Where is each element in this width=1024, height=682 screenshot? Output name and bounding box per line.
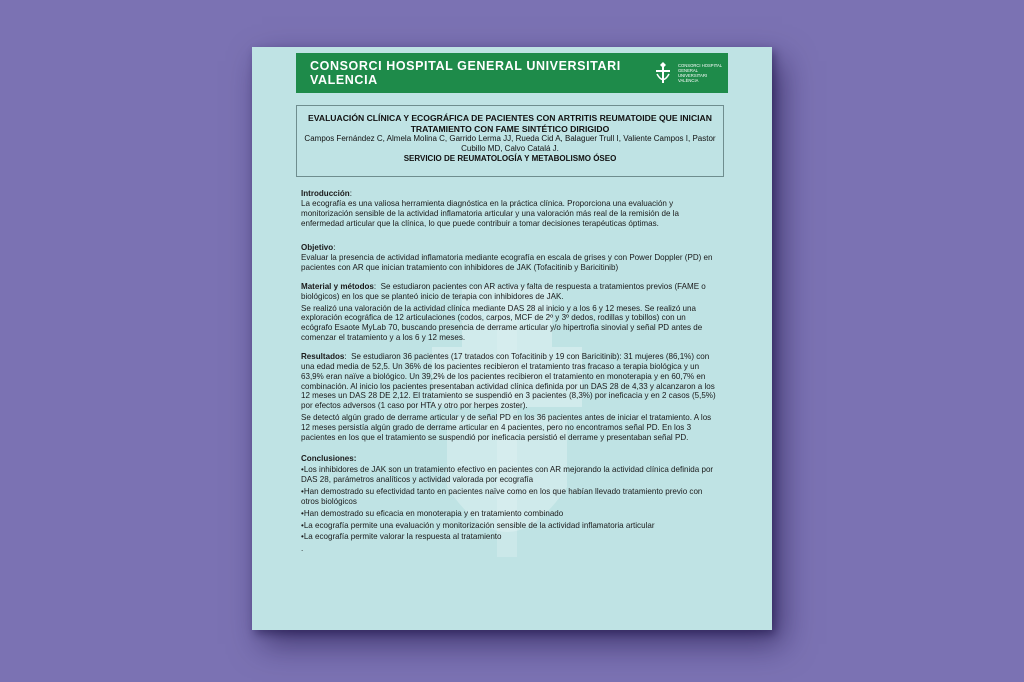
methods-heading: Material y métodos — [301, 281, 374, 291]
trailing-dot: . — [301, 544, 304, 554]
conclusion-item: •Han demostrado su eficacia en monoterapia y en tratamiento combinado — [301, 508, 564, 518]
conclusion-item: •La ecografía permite una evaluación y monitorización sensible de la actividad inflamatoria articular — [301, 520, 655, 530]
institution-name: CONSORCI HOSPITAL GENERAL UNIVERSITARI VALENCIA — [310, 59, 621, 87]
department: SERVICIO DE REUMATOLOGÍA Y METABOLISMO ÓSEO — [403, 154, 617, 163]
header-bar — [296, 53, 728, 93]
section-methods: Material y métodos: Se estudiaron pacientes con AR activa y falta de respuesta a tratamientos previos (FAME o biológicos) en los que se planteó inicio de terapia con inhibidores de JAK. Se realizó una valoración de la actividad clínica mediante DAS 28 al inicio y a los 6 y 12 meses. Se realizó una exploración ecográfica de 12 articulaciones (codos, carpos, MCF de 2º y 3º dedos, rodillas y tobillos) con un ecógrafo Esaote MyLab 70, buscando presencia de derrame articular y/o hipertrofia sinovial y señal PD antes de comenzar el tratamiento y a los 6 y 12 meses. — [301, 282, 719, 343]
results-heading: Resultados — [301, 351, 345, 361]
intro-text: La ecografía es una valiosa herramienta diagnóstica en la práctica clínica. Proporciona una evaluación y monitorización sensible de la actividad inflamatoria articular y una valoración más real de la remisión de la enfermedad articular que la clínica, lo que puede contribuir a tomar decisiones terapéuticas óptimas. — [301, 198, 679, 228]
objective-heading: Objetivo — [301, 243, 334, 253]
hospital-logo — [653, 61, 726, 85]
section-conclusions — [301, 454, 719, 555]
conclusion-item: •Los inhibidores de JAK son un tratamiento efectivo en pacientes con AR mejorando la actividad clínica definida por DAS 28, parámetros analíticos y actividad valorada por ecografía — [301, 465, 714, 485]
objective-text: Evaluar la presencia de actividad inflamatoria mediante ecografía en escala de grises y con Power Doppler (PD) en pacientes con AR que inician tratamiento con inhibidores de JAK (Tofacitinib y Baricitinib) — [301, 253, 713, 273]
hospital-logo-icon — [653, 61, 673, 85]
conclusion-item: •La ecografía permite valorar la respuesta al tratamiento — [301, 532, 502, 542]
logo-text: CONSORCI HOSPITAL GENERAL UNIVERSITARI VALÈNCIA — [678, 63, 722, 83]
conclusions-heading: Conclusiones: — [301, 453, 357, 463]
authors: Campos Fernández C, Almela Molina C, Garrido Lerma JJ, Rueda Cid A, Balaguer Trull I, Valiente Campos I, Pastor Cubillo MD, Calvo Catalá J. — [304, 134, 716, 153]
section-introduction: Introducción: La ecografía es una valiosa herramienta diagnóstica en la práctica clínica. Proporciona una evaluación y monitorización sensible de la actividad inflamatoria articular y una valoración más real de la remisión de la enfermedad articular que la clínica, lo que puede contribuir a tomar decisiones terapéuticas óptimas. — [301, 189, 679, 228]
poster-title: EVALUACIÓN CLÍNICA Y ECOGRÁFICA DE PACIENTES CON ARTRITIS REUMATOIDE QUE INICIAN TRATAMIENTO CON FAME SINTÉTICO DIRIGIDO — [308, 113, 712, 134]
poster-content — [301, 181, 719, 556]
poster — [252, 47, 772, 630]
section-results: Resultados: Se estudiaron 36 pacientes (17 tratados con Tofacitinib y 19 con Baricitinib): 31 mujeres (86,1%) con una edad media de 52,5. Un 36% de los pacientes recibieron el tratamiento tras fracaso a terapia biológica y un 63,9% eran naïve a biológico. Un 39,2% de los pacientes recibieron el tratamiento en monoterapia y en 60,7% en combinación. Al inicio los pacientes presentaban actividad clínica definida por un DAS 28 de 4,33 y alcanzaron a los 12 meses un DAS 28 DE 2,12. El tratamiento se suspendió en 3 pacientes (8,3%) por ineficacia y en 2 casos (5,5%) por efectos adversos (1 caso por HTA y otro por herpes zoster). Se detectó algún grado de derrame articular y de señal PD en los 36 pacientes antes de iniciar el tratamiento. A los 12 meses persistía algún grado de derrame articular en 4 pacientes, pero no encontramos señal PD. En los 3 pacientes en los que el tratamiento se suspendió por ineficacia persistió el derrame y presentaban señal PD. — [301, 352, 719, 443]
conclusion-item: •Han demostrado su efectividad tanto en pacientes naïve como en los que habían llevado tratamiento previo con otros biológicos — [301, 487, 703, 506]
methods-text-2: Se realizó una valoración de la actividad clínica mediante DAS 28 al inicio y a los 6 y 12 meses. Se realizó una exploración ecográfica de 12 articulaciones (codos, carpos, MCF de 2º y 3º dedos, rodillas y tobillos) con un ecógrafo Esaote MyLab 70, buscando presencia de derrame articular y/o hipertrofia sinovial y señal PD antes de comenzar el tratamiento y a los 6 y 12 meses. — [301, 303, 703, 343]
results-text-2: Se detectó algún grado de derrame articular y de señal PD en los 36 pacientes antes de iniciar el tratamiento. A los 12 meses persistía algún grado de derrame articular en 4 pacientes, pero no encontramos señal PD. En los 3 pacientes en los que el tratamiento se suspendió por ineficacia persistió el derrame y presentaban señal PD. — [301, 413, 712, 442]
intro-heading: Introducción — [301, 189, 350, 198]
results-text-1: Se estudiaron 36 pacientes (17 tratados con Tofacitinib y 19 con Baricitinib): 31 mujeres (86,1%) con una edad media de 52,5. Un 36% de los pacientes recibieron el tratamiento tras fracaso a terapia biológica y un 63,9% eran naïve a biológico. Un 39,2% de los pacientes recibieron el tratamiento en monoterapia y en 60,7% en combinación. Al inicio los pacientes presentaban actividad clínica definida por un DAS 28 de 4,33 y alcanzaron a los 12 meses un DAS 28 DE 2,12. El tratamiento se suspendió en 3 pacientes (8,3%) por ineficacia y en 2 casos (5,5%) por efectos adversos (1 caso por HTA y otro por herpes zoster). — [301, 351, 716, 411]
title-box — [296, 105, 724, 177]
section-objective: Objetivo: Evaluar la presencia de actividad inflamatoria mediante ecografía en escala de grises y con Power Doppler (PD) en pacientes con AR que inician tratamiento con inhibidores de JAK (Tofacitinib y Baricitinib) — [301, 243, 713, 273]
methods-text-1: Se estudiaron pacientes con AR activa y falta de respuesta a tratamientos previos (FAME o biológicos) en los que se planteó inicio de terapia con inhibidores de JAK. — [301, 281, 706, 301]
